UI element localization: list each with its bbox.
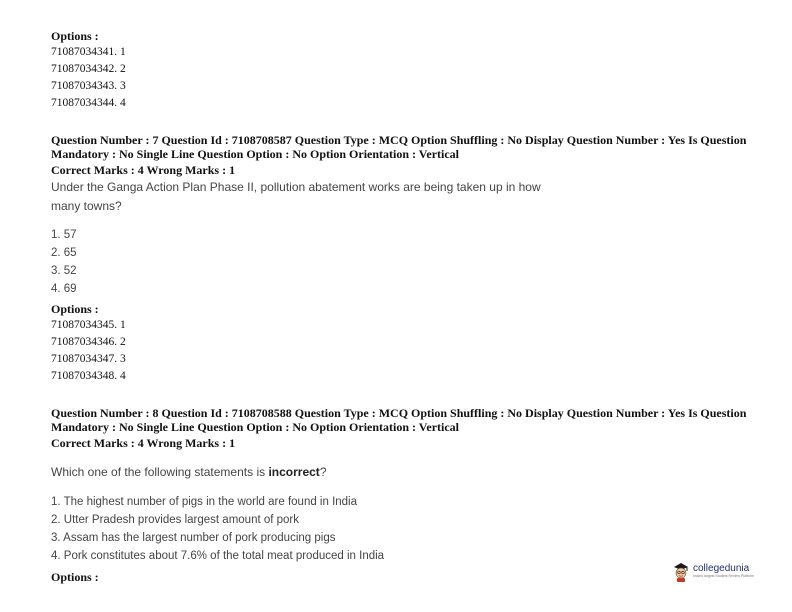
logo-name: collegedunia — [693, 563, 750, 574]
choice: 1. The highest number of pigs in the world are found in India — [51, 496, 358, 508]
question-8-text-prefix: Which one of the following statements is — [51, 465, 269, 479]
options-header: Options : — [51, 570, 99, 584]
option-id: 71087034347. 3 — [51, 353, 126, 365]
option-id: 71087034342. 2 — [51, 63, 126, 75]
option-id: 71087034343. 3 — [51, 80, 126, 92]
options-header: Options : — [51, 302, 99, 316]
option-id: 71087034346. 2 — [51, 336, 126, 348]
choice: 3. Assam has the largest number of pork producing pigs — [51, 532, 336, 544]
question-7-text-continued: many towns? — [51, 199, 122, 213]
question-8-emphasis: incorrect — [268, 465, 320, 479]
question-7-meta-continued: Mandatory : No Single Line Question Option : No Option Orientation : Vertical — [51, 147, 460, 161]
collegedunia-logo — [672, 560, 754, 582]
choice: 2. 65 — [51, 247, 77, 259]
option-id: 71087034345. 1 — [51, 319, 126, 331]
question-8-meta: Question Number : 8 Question Id : 7108708588 Question Type : MCQ Option Shuffling : No Display Question Number : Yes Is Question — [51, 406, 747, 420]
logo-tagline: India's largest Student Review Platform — [693, 574, 754, 578]
question-7-meta: Question Number : 7 Question Id : 7108708587 Question Type : MCQ Option Shuffling : No Display Question Number : Yes Is Question — [51, 133, 747, 147]
question-8-text-suffix: ? — [319, 465, 327, 479]
logo-text — [693, 563, 754, 579]
question-8-text — [51, 463, 327, 482]
question-8-marks: Correct Marks : 4 Wrong Marks : 1 — [51, 436, 236, 450]
choice: 1. 57 — [51, 229, 77, 241]
question-8-meta-continued: Mandatory : No Single Line Question Option : No Option Orientation : Vertical — [51, 420, 460, 434]
question-7-text: Under the Ganga Action Plan Phase II, pollution abatement works are being taken up in how — [51, 180, 541, 194]
question-7-marks: Correct Marks : 4 Wrong Marks : 1 — [51, 163, 236, 177]
option-id: 71087034341. 1 — [51, 46, 126, 58]
choice: 2. Utter Pradesh provides largest amount of pork — [51, 514, 300, 526]
option-id: 71087034344. 4 — [51, 97, 126, 109]
choice: 4. Pork constitutes about 7.6% of the total meat produced in India — [51, 550, 385, 562]
options-header: Options : — [51, 29, 99, 43]
mascot-icon — [672, 560, 690, 582]
choice: 3. 52 — [51, 265, 77, 277]
option-id: 71087034348. 4 — [51, 370, 126, 382]
choice: 4. 69 — [51, 283, 77, 295]
